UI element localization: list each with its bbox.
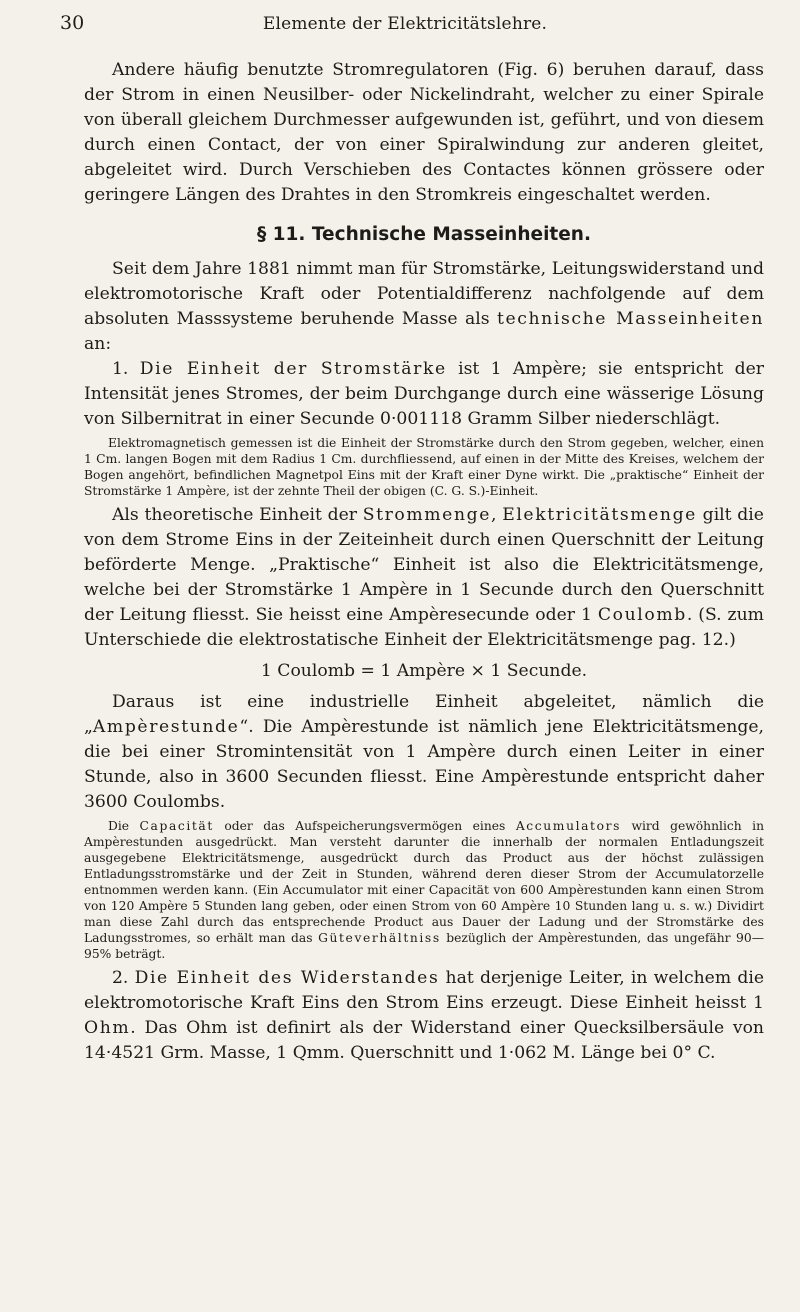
item-resistance-unit: [84, 966, 764, 1066]
text-run: ,: [491, 505, 503, 525]
page-number: 30: [60, 12, 85, 34]
intro-paragraph: Andere häufig benutzte Stromregulatoren (Fig. 6) beruhen darauf, dass der Strom in einen Neusilber- oder Nickelindraht, welcher zu einer Spirale von überall gleichem Durchmesser aufgewunden ist, geführt, und von diesem durch einen Contact, der von einer Spiralwindung zur anderen gleitet, abgeleitet wird. Durch Verschieben des Contactes können grössere oder geringere Längen des Drahtes in den Stromkreis eingeschaltet werden.: [84, 60, 764, 205]
section-intro-paragraph: [84, 257, 764, 357]
footnote-accumulator: [84, 818, 764, 962]
item-number: 1.: [112, 359, 140, 379]
text-run: oder das Aufspeicherungsvermögen eines: [213, 819, 516, 833]
text-run: Als theoretische Einheit der: [112, 505, 363, 525]
running-head: [60, 12, 750, 38]
emphasis-elektricitaetsmenge: Elektricitätsmenge: [502, 505, 697, 525]
emphasis-ohm: Ohm: [84, 1018, 131, 1038]
running-title: Elemente der Elektricitätslehre.: [262, 14, 548, 34]
text-run: . (S. zum Unterschiede die elektrostatische Einheit der Elektricitätsmenge pag. 12.): [84, 605, 764, 650]
coulomb-formula: 1 Coulomb = 1 Ampère × 1 Secunde.: [260, 661, 588, 681]
text-run: ist 1 Ampère; sie entspricht der Intensität jenes Stromes, der beim Durchgange durch eine wässerige Lösung von Silbernitrat in einer Secunde 0·001118 Gramm Silber niederschlägt.: [84, 359, 764, 429]
paragraph-amperestunde: [84, 690, 764, 815]
emphasis-accumulators: Accumulators: [515, 819, 621, 833]
item-current-unit: [84, 357, 764, 432]
text-run: “. Die Ampèrestunde ist nämlich jene Elektricitätsmenge, die bei einer Stromintensität von 1 Ampère durch einen Leiter in einer Stunde, also in 3600 Secunden fliesst. Eine Ampèrestunde entspricht daher 3600 Coulombs.: [84, 717, 764, 812]
emphasis-strommenge: Strommenge: [362, 505, 491, 525]
emphasis-current-unit: Die Einheit der Stromstärke: [139, 359, 447, 379]
text-run: hat derjenige Leiter, in welchem die elektromotorische Kraft Eins den Strom Eins erzeugt. Diese Einheit heisst 1: [84, 968, 764, 1013]
footnote-electromagnetic: Elektromagnetisch gemessen ist die Einheit der Stromstärke durch den Strom gegeben, welcher, einen 1 Cm. langen Bogen mit dem Radius 1 Cm. durchfliessend, auf einen in der Mitte des Kreises, welchem der Bogen angehört, befindlichen Magnetpol Eins mit der Kraft einer Dyne wirkt. Die „praktische“ Einheit der Stromstärke 1 Ampère, ist der zehnte Theil der obigen (C. G. S.)-Einheit.: [84, 436, 764, 498]
text-run: Daraus ist eine industrielle Einheit abgeleitet, nämlich die „: [84, 692, 764, 737]
text-run: an:: [84, 334, 112, 354]
text-run: . Das Ohm ist definirt als der Widerstand einer Quecksilbersäule von 14·4521 Grm. Masse, 1 Qmm. Querschnitt und 1·062 M. Länge bei 0° C.: [84, 1018, 764, 1063]
emphasis-resistance-unit: Die Einheit des Widerstandes: [134, 968, 440, 988]
emphasis-coulomb: Coulomb: [597, 605, 687, 625]
text-run: Die: [108, 819, 140, 833]
emphasis-amperestunde: Ampèrestunde: [92, 717, 240, 737]
section-heading: § 11. Technische Masseinheiten.: [256, 224, 592, 245]
emphasis-technical-units: technische Masseinheiten: [497, 309, 764, 329]
paragraph-quantity: [84, 503, 764, 653]
text-run: gilt die von dem Strome Eins in der Zeiteinheit durch einen Querschnitt der Leitung beförderte Menge. „Praktische“ Einheit ist also die Elektricitätsmenge, welche bei der Stromstärke 1 Ampère in 1 Secunde durch den Querschnitt der Leitung fliesst. Sie heisst eine Ampèresecunde oder 1: [84, 505, 764, 625]
text-run: wird gewöhnlich in Ampèrestunden ausgedrückt. Man versteht darunter die innerhalb der normalen Entladungszeit ausgegebene Elektricitätsmenge, ausgedrückt durch das Product aus der höchst zulässigen Entladungsstromstärke und der Zeit in Stunden, während deren dieser Strom der Accumulatorzelle entnommen werden kann. (Ein Accumulator mit einer Capacität von 600 Ampèrestunden kann einen Strom von 120 Ampère 5 Stunden lang geben, oder einen Strom von 60 Ampère 10 Stunden lang u. s. w.) Dividirt man diese Zahl durch das entsprechende Product aus Dauer der Ladung und der Stromstärke des Ladungsstromes, so erhält man das: [84, 819, 764, 945]
emphasis-gueteverhaeltniss: Güteverhältniss: [318, 931, 441, 945]
page-body: [84, 58, 764, 1066]
text-run: bezüglich der Ampèrestunden, das ungefähr 90—95% beträgt.: [84, 931, 764, 961]
item-number: 2.: [112, 968, 135, 988]
text-run: Seit dem Jahre 1881 nimmt man für Stromstärke, Leitungswiderstand und elektromotorische Kraft oder Potentialdifferenz nachfolgende auf dem absoluten Masssysteme beruhende Masse als: [84, 259, 764, 329]
emphasis-capacitaet: Capacität: [139, 819, 214, 833]
